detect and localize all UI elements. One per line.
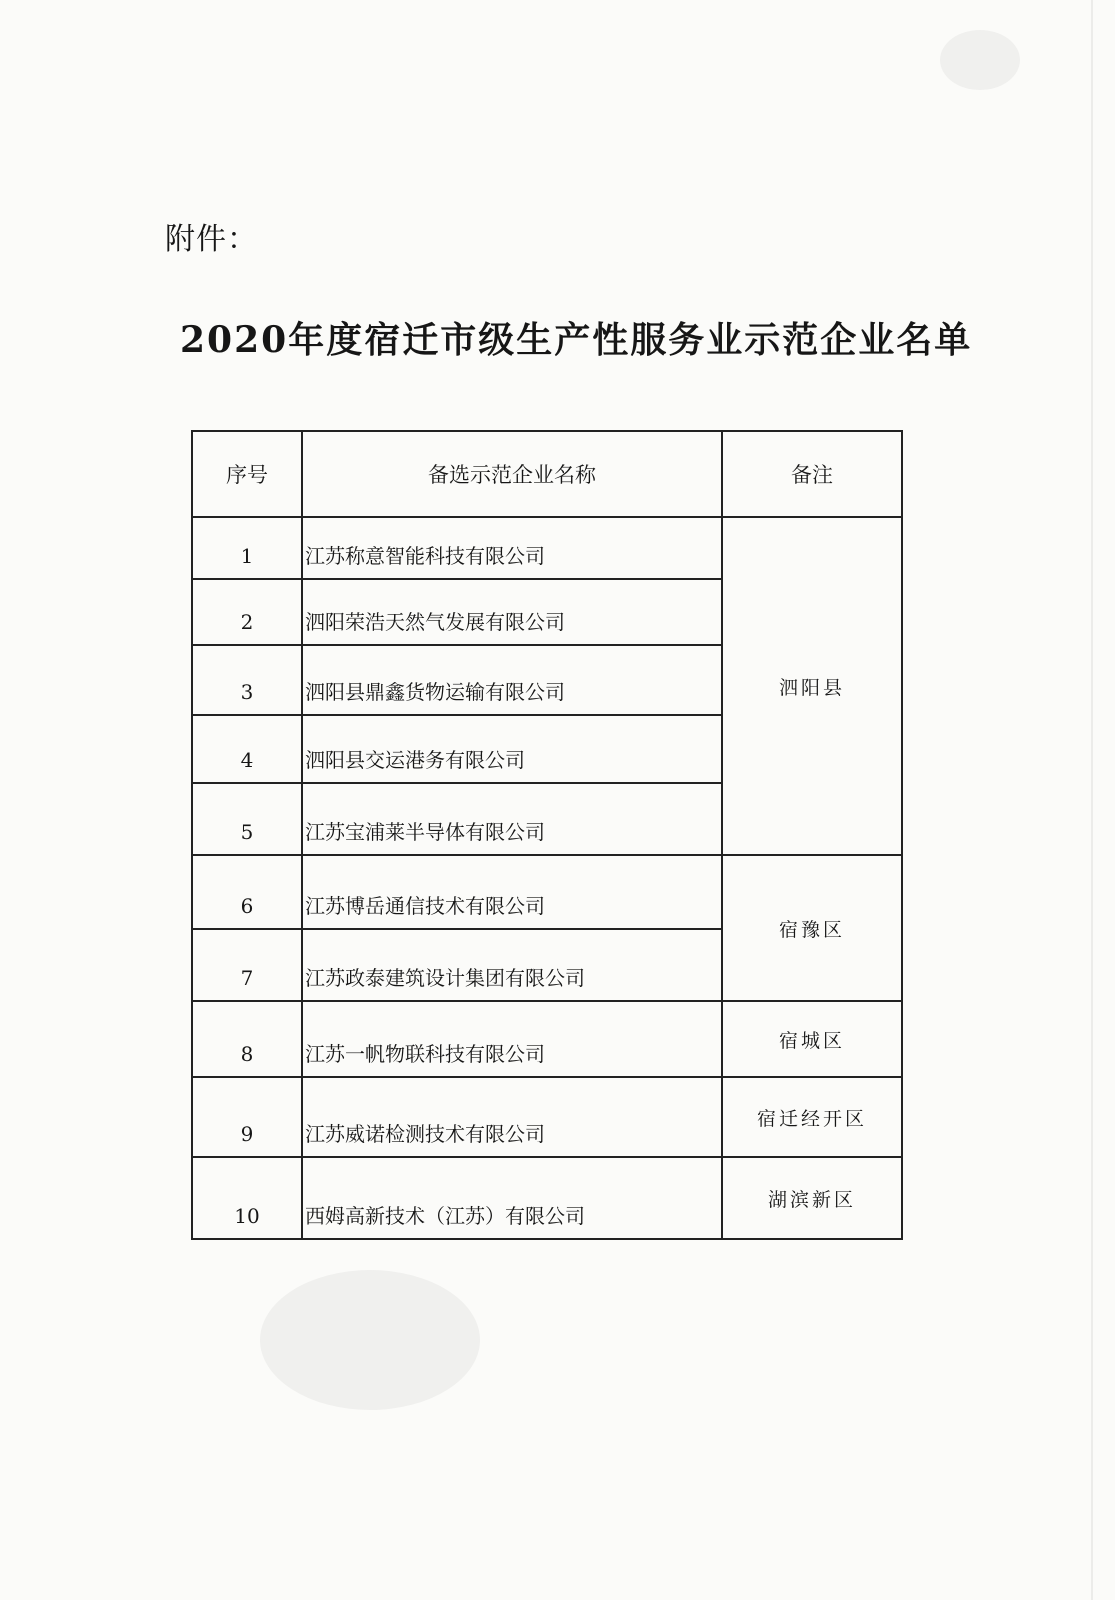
row-name: 江苏威诺检测技术有限公司	[302, 1077, 722, 1157]
row-name: 江苏称意智能科技有限公司	[302, 517, 722, 579]
row-no: 2	[192, 579, 302, 645]
row-name: 江苏一帆物联科技有限公司	[302, 1001, 722, 1077]
row-note: 宿城区	[722, 1001, 902, 1077]
row-name: 江苏政泰建筑设计集团有限公司	[302, 929, 722, 1001]
row-no: 5	[192, 783, 302, 855]
header-note: 备注	[722, 431, 902, 517]
row-name: 泗阳县鼎鑫货物运输有限公司	[302, 645, 722, 715]
attachment-label: 附件：	[165, 222, 258, 257]
row-note: 泗阳县	[722, 517, 902, 855]
row-no: 8	[192, 1001, 302, 1077]
row-note: 湖滨新区	[722, 1157, 902, 1239]
table-row	[192, 1157, 902, 1239]
scan-smudge	[940, 30, 1020, 90]
row-note: 宿迁经开区	[722, 1077, 902, 1157]
row-no: 3	[192, 645, 302, 715]
row-note: 宿豫区	[722, 855, 902, 1001]
enterprise-table	[191, 430, 903, 1240]
scan-edge	[1091, 0, 1093, 1600]
row-no: 10	[192, 1157, 302, 1239]
header-no: 序号	[192, 431, 302, 517]
row-no: 1	[192, 517, 302, 579]
table-header-row	[192, 431, 902, 517]
table-row	[192, 1077, 902, 1157]
row-no: 4	[192, 715, 302, 783]
row-name: 泗阳县交运港务有限公司	[302, 715, 722, 783]
table-row	[192, 517, 902, 579]
scan-smudge	[260, 1270, 480, 1410]
row-name: 泗阳荣浩天然气发展有限公司	[302, 579, 722, 645]
table-row	[192, 1001, 902, 1077]
header-name: 备选示范企业名称	[302, 431, 722, 517]
table-row	[192, 855, 902, 929]
row-no: 6	[192, 855, 302, 929]
row-name: 江苏博岳通信技术有限公司	[302, 855, 722, 929]
row-name: 江苏宝浦莱半导体有限公司	[302, 783, 722, 855]
row-name: 西姆高新技术（江苏）有限公司	[302, 1157, 722, 1239]
page-title: 2020年度宿迁市级生产性服务业示范企业名单	[180, 319, 973, 361]
row-no: 7	[192, 929, 302, 1001]
row-no: 9	[192, 1077, 302, 1157]
